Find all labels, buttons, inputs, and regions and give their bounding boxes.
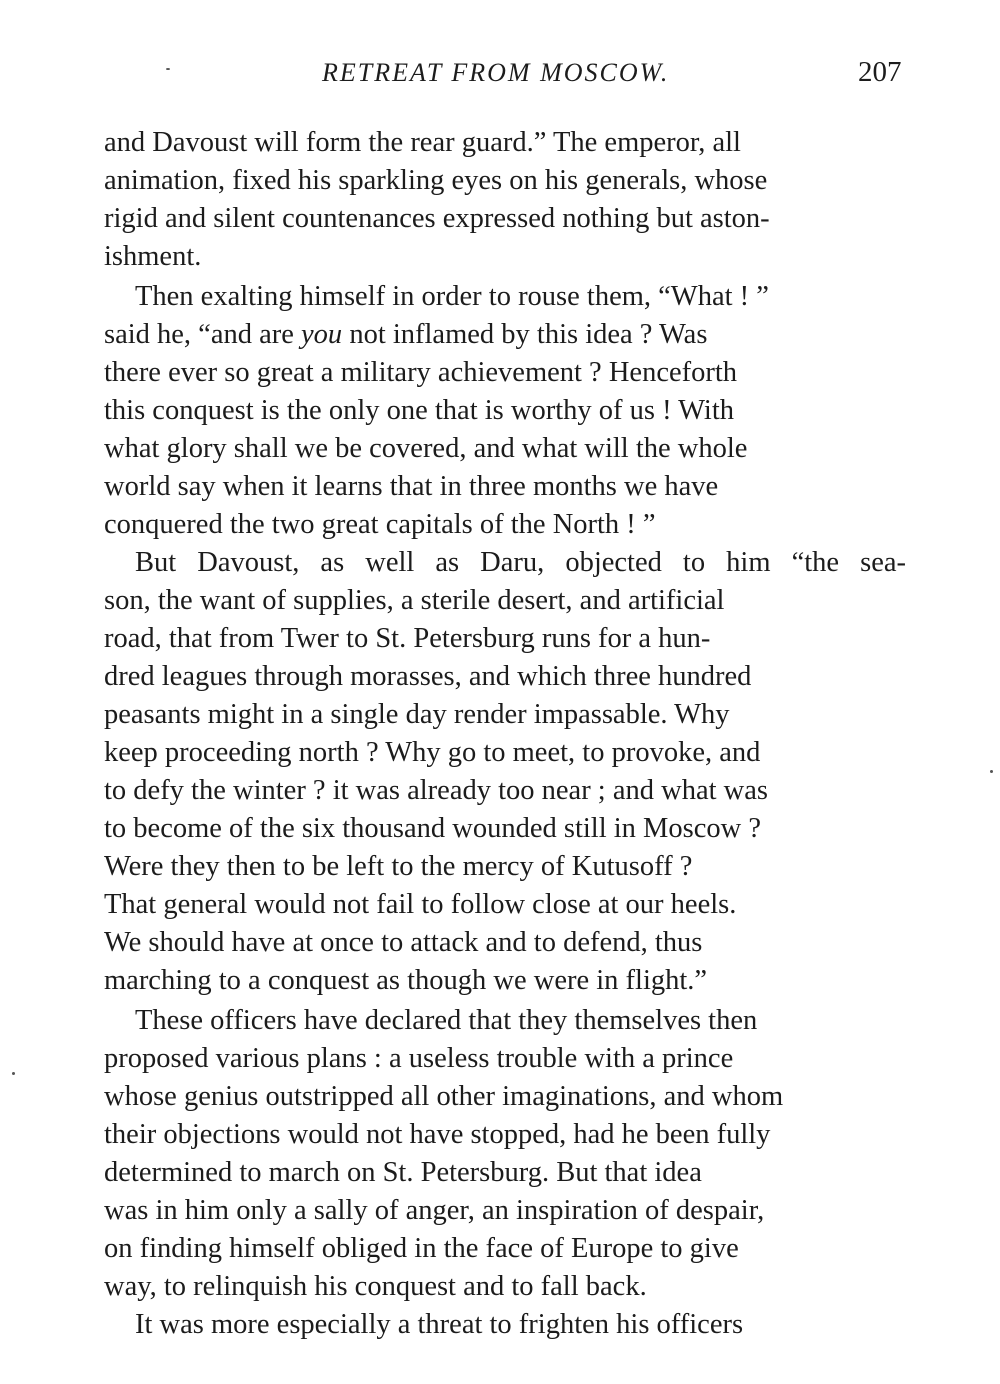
print-speck	[166, 68, 170, 70]
text-line: But Davoust, as well as Daru, objected to him “the sea-	[135, 547, 906, 578]
text-line: to become of the six thousand wounded still in Moscow ?	[104, 813, 761, 844]
text-line: dred leagues through morasses, and which three hundred	[104, 661, 752, 692]
text-line: animation, fixed his sparkling eyes on his generals, whose	[104, 165, 768, 196]
text-segment: not inflamed by this idea ? Was	[342, 319, 708, 350]
text-line: marching to a conquest as though we were in flight.”	[104, 965, 708, 996]
text-line: there ever so great a military achievement ? Henceforth	[104, 357, 738, 388]
print-speck	[990, 770, 993, 773]
text-line: what glory shall we be covered, and what will the whole	[104, 433, 748, 464]
emphasized-word: you	[301, 319, 343, 350]
text-line: way, to relinquish his conquest and to fall back.	[104, 1271, 647, 1302]
text-line: It was more especially a threat to frighten his officers	[135, 1309, 744, 1340]
page-number: 207	[858, 56, 902, 88]
text-line: on finding himself obliged in the face of Europe to give	[104, 1233, 739, 1264]
text-line: These officers have declared that they themselves then	[135, 1005, 758, 1036]
text-line: this conquest is the only one that is worthy of us ! With	[104, 395, 735, 426]
text-line: conquered the two great capitals of the North ! ”	[104, 509, 656, 540]
text-line: and Davoust will form the rear guard.” The emperor, all	[104, 127, 741, 158]
text-line: to defy the winter ? it was already too near ; and what was	[104, 775, 768, 806]
text-line: proposed various plans : a useless trouble with a prince	[104, 1043, 734, 1074]
text-line: ishment.	[104, 241, 202, 272]
print-speck	[12, 1072, 15, 1075]
text-line: son, the want of supplies, a sterile desert, and artificial	[104, 585, 725, 616]
text-line: their objections would not have stopped, had he been fully	[104, 1119, 771, 1150]
text-line: We should have at once to attack and to defend, thus	[104, 927, 703, 958]
text-line: peasants might in a single day render impassable. Why	[104, 699, 730, 730]
text-line: determined to march on St. Petersburg. But that idea	[104, 1157, 702, 1188]
text-line: That general would not fail to follow close at our heels.	[104, 889, 737, 920]
text-line: whose genius outstripped all other imaginations, and whom	[104, 1081, 784, 1112]
text-line: rigid and silent countenances expressed nothing but aston-	[104, 203, 770, 234]
text-line: was in him only a sally of anger, an inspiration of despair,	[104, 1195, 765, 1226]
text-line	[104, 316, 707, 354]
text-line: world say when it learns that in three months we have	[104, 471, 719, 502]
text-segment: said he, “and are	[104, 319, 302, 350]
running-head	[0, 58, 1000, 98]
text-line: road, that from Twer to St. Petersburg runs for a hun-	[104, 623, 711, 654]
text-line: keep proceeding north ? Why go to meet, to provoke, and	[104, 737, 761, 768]
text-line: Then exalting himself in order to rouse them, “What ! ”	[135, 281, 769, 312]
running-title: RETREAT FROM MOSCOW.	[322, 58, 670, 87]
text-line: Were they then to be left to the mercy of Kutusoff ?	[104, 851, 693, 882]
